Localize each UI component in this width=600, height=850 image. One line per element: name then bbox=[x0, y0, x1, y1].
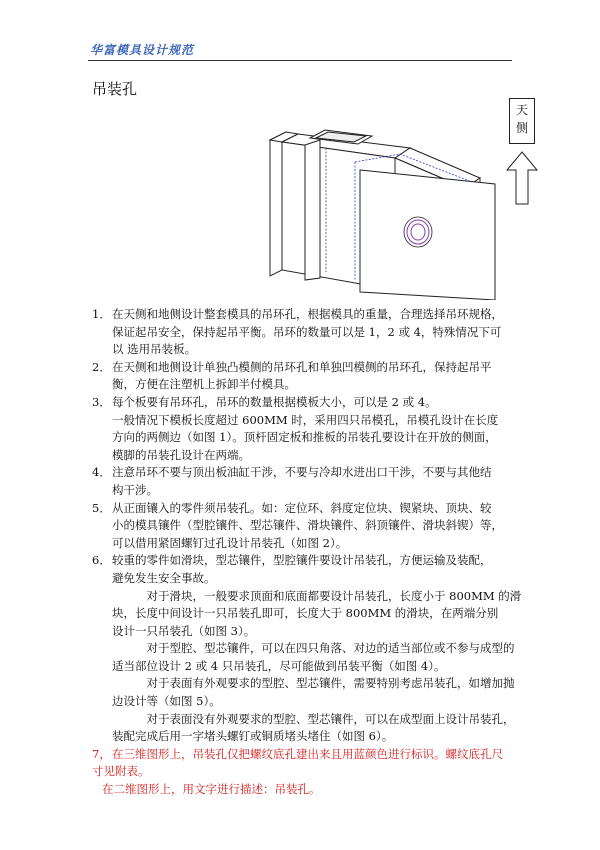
paragraph-slider bbox=[92, 588, 522, 606]
list-num: 3． bbox=[92, 394, 111, 409]
section-title: 吊装孔 bbox=[92, 80, 138, 98]
paragraph-no-appearance-cont bbox=[92, 728, 522, 746]
mold-figure bbox=[250, 120, 510, 304]
sky-char-2: 侧 bbox=[515, 121, 528, 135]
paragraph-appearance bbox=[92, 675, 522, 693]
item-line: 方向的两侧边（如图 1）。顶杆固定板和推板的吊装孔要设计在开放的侧面， bbox=[112, 430, 497, 445]
para-line: 边设计等（如图 5）。 bbox=[112, 694, 221, 709]
list-num: 7， bbox=[92, 746, 111, 761]
item-line: 较重的零件如滑块，型芯镶件，型腔镶件要设计吊装孔，方便运输及装配， bbox=[112, 553, 492, 568]
para-line: 对于表面没有外观要求的型腔、型芯镶件，可以在成型面上设计吊装孔， bbox=[146, 711, 515, 726]
up-arrow-icon bbox=[505, 150, 539, 210]
para-line: 装配完成后用一字堵头螺钉或铜质堵头堵住（如图 6）。 bbox=[112, 729, 394, 744]
sky-side-label bbox=[509, 98, 535, 144]
item-line: 以 选用吊装板。 bbox=[112, 342, 197, 357]
para-line: 对于表面有外观要求的型腔、型芯镶件，需要特别考虑吊装孔，如增加抛 bbox=[146, 676, 515, 691]
list-item-5 bbox=[92, 500, 522, 553]
para-line: 对于滑块，一般要求顶面和底面都要设计吊装孔，长度小于 800MM 的滑 bbox=[146, 588, 522, 603]
front-face bbox=[360, 170, 495, 300]
sky-char-1: 天 bbox=[515, 103, 528, 117]
para-line: 适当部位设计 2 或 4 只吊装孔，尽可能做到吊装平衡（如图 4）。 bbox=[112, 658, 446, 673]
red-note: 在二维图形上，用文字进行描述：吊装孔。 bbox=[102, 782, 321, 797]
item-line: 在天侧和地侧设计整套模具的吊环孔，根据模具的重量，合理选择吊环规格， bbox=[112, 307, 503, 321]
para-line: 对于型腔、型芯镶件，可以在四只角落、对边的适当部位或不参与成型的 bbox=[146, 641, 515, 656]
item-line: 可以借用紧固螺钉过孔设计吊装孔（如图 2）。 bbox=[112, 535, 348, 550]
item-line: 保证起吊安全，保持起吊平衡。吊环的数量可以是 1，2 或 4，特殊情况下可 bbox=[112, 324, 502, 339]
list-item-2 bbox=[92, 359, 522, 394]
list-item-7 bbox=[92, 746, 522, 764]
paragraph-appearance-cont bbox=[92, 693, 522, 711]
para-line: 设计一只吊装孔（如图 3）。 bbox=[112, 623, 256, 638]
para-line: 块，长度中间设计一只吊装孔即可，长度大于 800MM 的滑块，在两端分别 bbox=[112, 606, 499, 621]
list-num: 5． bbox=[92, 500, 111, 515]
item-line: 每个板要有吊环孔，吊环的数量根据模板大小，可以是 2 或 4。 bbox=[112, 394, 437, 409]
paragraph-slider-cont bbox=[92, 605, 522, 640]
mold-3d-drawing bbox=[250, 120, 510, 300]
mid-plate bbox=[305, 140, 320, 280]
item-line: 从正面镶入的零件须吊装孔。如：定位环、斜度定位块、锲紧块、顶块、较 bbox=[112, 500, 492, 515]
list-num: 6． bbox=[92, 553, 111, 568]
body-text bbox=[92, 306, 522, 799]
item-line: 注意吊环不要与顶出板油缸干涉，不要与冷却水进出口干涉，不要与其他结 bbox=[112, 465, 492, 480]
list-num: 2． bbox=[92, 359, 111, 374]
paragraph-no-appearance bbox=[92, 711, 522, 729]
item-line: 模脚的吊装孔设计在两端。 bbox=[112, 447, 250, 462]
list-item-4 bbox=[92, 464, 522, 499]
header-title: 华富模具设计规范 bbox=[90, 43, 195, 57]
paragraph-cavity-core-cont bbox=[92, 658, 522, 676]
list-item-3 bbox=[92, 394, 522, 464]
paragraph-cavity-core bbox=[92, 640, 522, 658]
item-line: 一般情况下模板长度超过 600MM 时，采用四只吊模孔，吊模孔设计在长度 bbox=[112, 412, 499, 427]
item-line: 在天侧和地侧设计单独凸模侧的吊环孔和单独凹模侧的吊环孔，保持起吊平 bbox=[112, 359, 492, 374]
item-line: 在三维图形上，吊装孔仅把螺纹底孔建出来且用蓝颜色进行标识。螺纹底孔尺 bbox=[112, 746, 503, 761]
list-item-1 bbox=[92, 306, 522, 359]
list-num: 4． bbox=[92, 465, 111, 480]
red-item-cont: 寸见附表。 bbox=[92, 764, 150, 779]
item-line: 构干涉。 bbox=[112, 482, 158, 497]
list-item-6 bbox=[92, 552, 522, 587]
item-line: 衡，方便在注塑机上拆卸半付模具。 bbox=[112, 377, 296, 392]
header-rule bbox=[88, 60, 512, 61]
item-line: 避免发生安全事故。 bbox=[112, 570, 216, 585]
item-line: 小的模具镶件（型腔镶件、型芯镶件、滑块镶件、斜顶镶件、滑块斜锲）等， bbox=[112, 518, 503, 533]
list-num: 1． bbox=[92, 307, 111, 321]
